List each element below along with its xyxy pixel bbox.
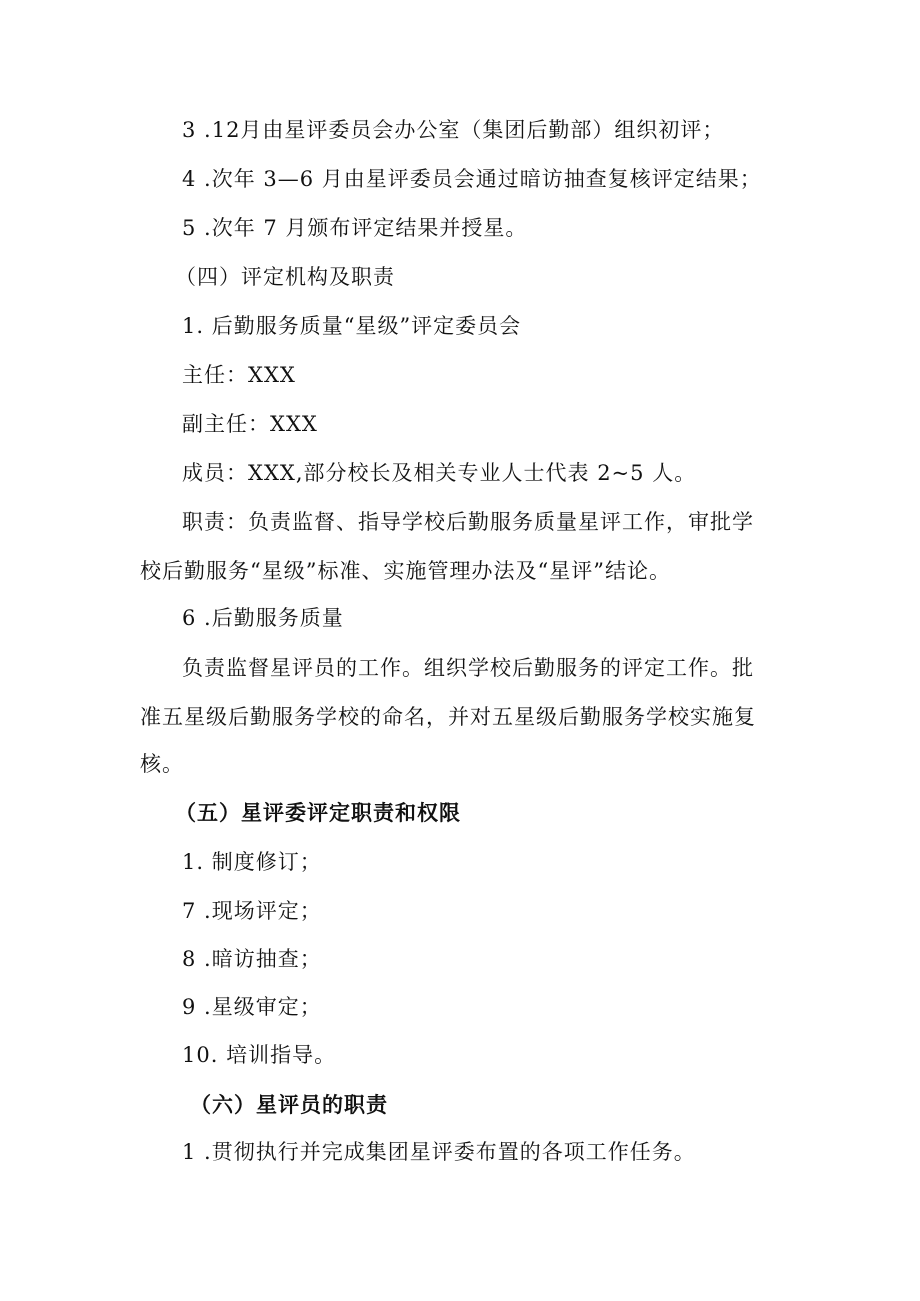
power-item-9: 9 .星级审定； xyxy=(182,995,322,1019)
item-5-results-announcement: 5 .次年 7 月颁布评定结果并授星。 xyxy=(182,216,528,240)
members-line: 成员：XXX,部分校长及相关专业人士代表 2~5 人。 xyxy=(182,461,697,485)
evaluator-duty-item-1: 1 .贯彻执行并完成集团星评委布置的各项工作任务。 xyxy=(182,1140,696,1164)
item-3-initial-review: 3 .12月由星评委员会办公室（集团后勤部）组织初评； xyxy=(182,118,725,142)
committee-title: 1. 后勤服务质量“星级”评定委员会 xyxy=(182,314,522,338)
item-6-logistics-quality: 6 .后勤服务质量 xyxy=(182,606,344,630)
power-item-8: 8 .暗访抽查； xyxy=(182,947,322,971)
responsibility-paragraph-line-2: 校后勤服务“星级”标准、实施管理办法及“星评”结论。 xyxy=(140,559,671,583)
deputy-director-line: 副主任：XXX xyxy=(182,412,318,436)
duty-paragraph-line-2: 准五星级后勤服务学校的命名，并对五星级后勤服务学校实施复 xyxy=(140,705,756,729)
power-item-7: 7 .现场评定； xyxy=(182,899,322,923)
item-4-review-verification: 4 .次年 3—6 月由星评委员会通过暗访抽查复核评定结果； xyxy=(182,167,762,191)
duty-paragraph-line-3: 核。 xyxy=(140,752,184,776)
section-heading-5: （五）星评委评定职责和权限 xyxy=(175,801,461,825)
responsibility-paragraph-line-1: 职责：负责监督、指导学校后勤服务质量星评工作，审批学 xyxy=(182,510,754,534)
power-item-10: 10. 培训指导。 xyxy=(182,1043,337,1067)
duty-paragraph-line-1: 负责监督星评员的工作。组织学校后勤服务的评定工作。批 xyxy=(182,656,754,680)
section-heading-6: （六）星评员的职责 xyxy=(190,1093,388,1117)
section-heading-4: （四）评定机构及职责 xyxy=(175,265,395,289)
power-item-1: 1. 制度修订； xyxy=(182,850,322,874)
director-line: 主任：XXX xyxy=(182,363,296,387)
